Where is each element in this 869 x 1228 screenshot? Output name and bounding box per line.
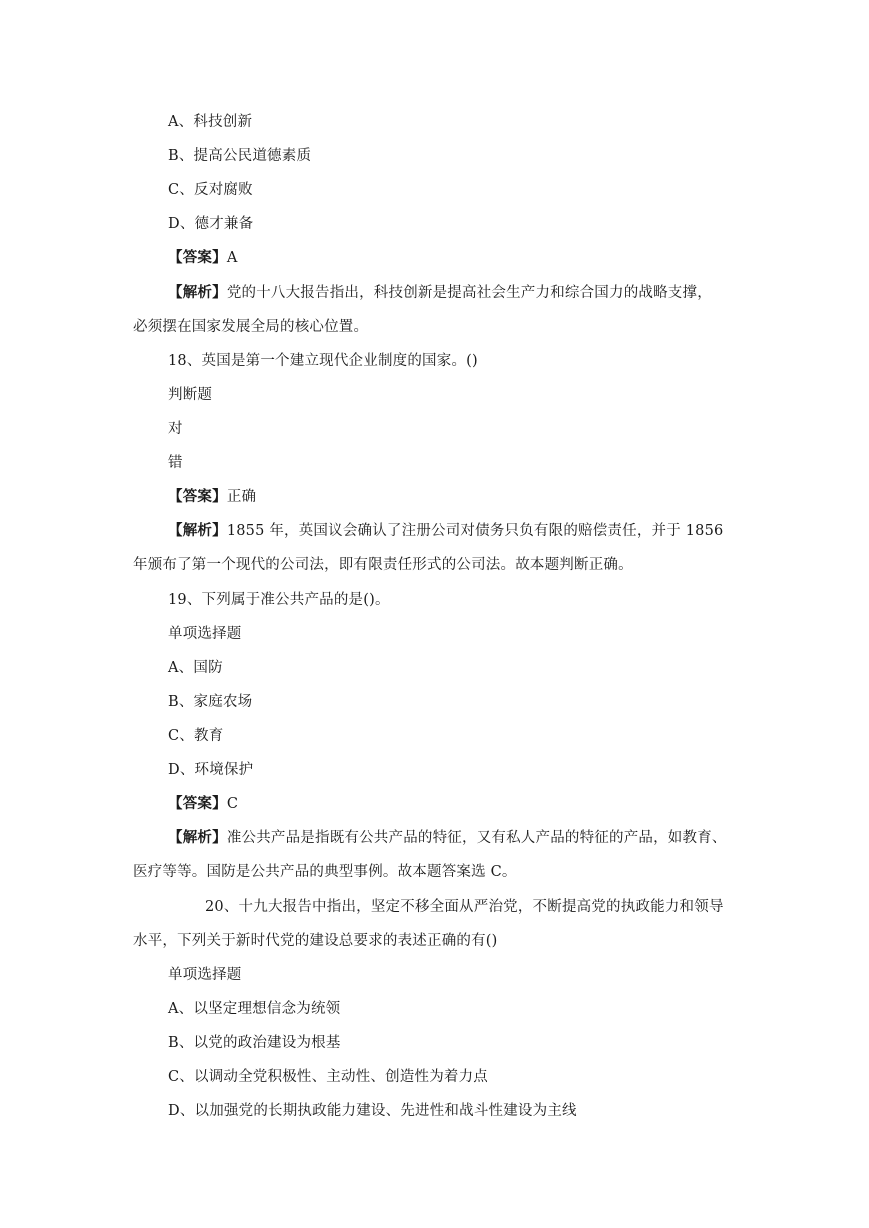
q17-option-a: A、科技创新 <box>168 114 253 130</box>
q20-question-cont: 水平，下列关于新时代党的建设总要求的表述正确的有() <box>133 933 498 949</box>
answer-label: 【答案】 <box>168 795 227 812</box>
q19-answer <box>168 794 238 814</box>
q18-answer <box>168 487 256 507</box>
q18-option-true: 对 <box>168 421 183 437</box>
q19-analysis-cont: 医疗等等。国防是公共产品的典型事例。故本题答案选 C。 <box>133 864 517 880</box>
answer-label: 【答案】 <box>168 249 227 266</box>
analysis-label: 【解析】 <box>168 522 227 539</box>
q19-option-c: C、教育 <box>168 728 224 744</box>
answer-value: 正确 <box>226 489 257 505</box>
q20-type: 单项选择题 <box>168 967 242 983</box>
q17-option-b: B、提高公民道德素质 <box>168 148 312 164</box>
q18-question: 18、英国是第一个建立现代企业制度的国家。() <box>168 353 478 369</box>
q19-question: 19、下列属于准公共产品的是()。 <box>168 592 390 608</box>
answer-value: C <box>226 796 239 812</box>
q20-option-d: D、以加强党的长期执政能力建设、先进性和战斗性建设为主线 <box>168 1103 577 1119</box>
analysis-text: 党的十八大报告指出，科技创新是提高社会生产力和综合国力的战略支撑， <box>226 285 712 301</box>
q18-analysis-cont: 年颁布了第一个现代的公司法，即有限责任形式的公司法。故本题判断正确。 <box>133 557 633 573</box>
q19-option-b: B、家庭农场 <box>168 694 253 710</box>
q17-option-d: D、德才兼备 <box>168 216 254 232</box>
q19-analysis <box>168 828 727 848</box>
answer-label: 【答案】 <box>168 488 227 505</box>
q18-type: 判断题 <box>168 387 213 403</box>
analysis-text: 准公共产品是指既有公共产品的特征，又有私人产品的特征的产品，如教育、 <box>226 830 727 846</box>
q17-option-c: C、反对腐败 <box>168 182 253 198</box>
q19-option-d: D、环境保护 <box>168 762 254 778</box>
q17-analysis <box>168 283 712 303</box>
analysis-label: 【解析】 <box>168 829 227 846</box>
q20-option-c: C、以调动全党积极性、主动性、创造性为着力点 <box>168 1069 488 1085</box>
answer-value: A <box>226 250 238 266</box>
q17-answer <box>168 248 237 268</box>
q20-option-b: B、以党的政治建设为根基 <box>168 1035 341 1051</box>
q19-type: 单项选择题 <box>168 626 242 642</box>
q20-option-a: A、以坚定理想信念为统领 <box>168 1001 341 1017</box>
q18-option-false: 错 <box>168 455 183 471</box>
q18-analysis <box>168 521 723 541</box>
q20-question: 20、十九大报告中指出，坚定不移全面从严治党，不断提高党的执政能力和领导 <box>205 899 724 915</box>
q17-analysis-cont: 必须摆在国家发展全局的核心位置。 <box>133 319 369 335</box>
analysis-text: 1855 年，英国议会确认了注册公司对债务只负有限的赔偿责任，并于 1856 <box>226 523 724 539</box>
q19-option-a: A、国防 <box>168 660 223 676</box>
analysis-label: 【解析】 <box>168 284 227 301</box>
